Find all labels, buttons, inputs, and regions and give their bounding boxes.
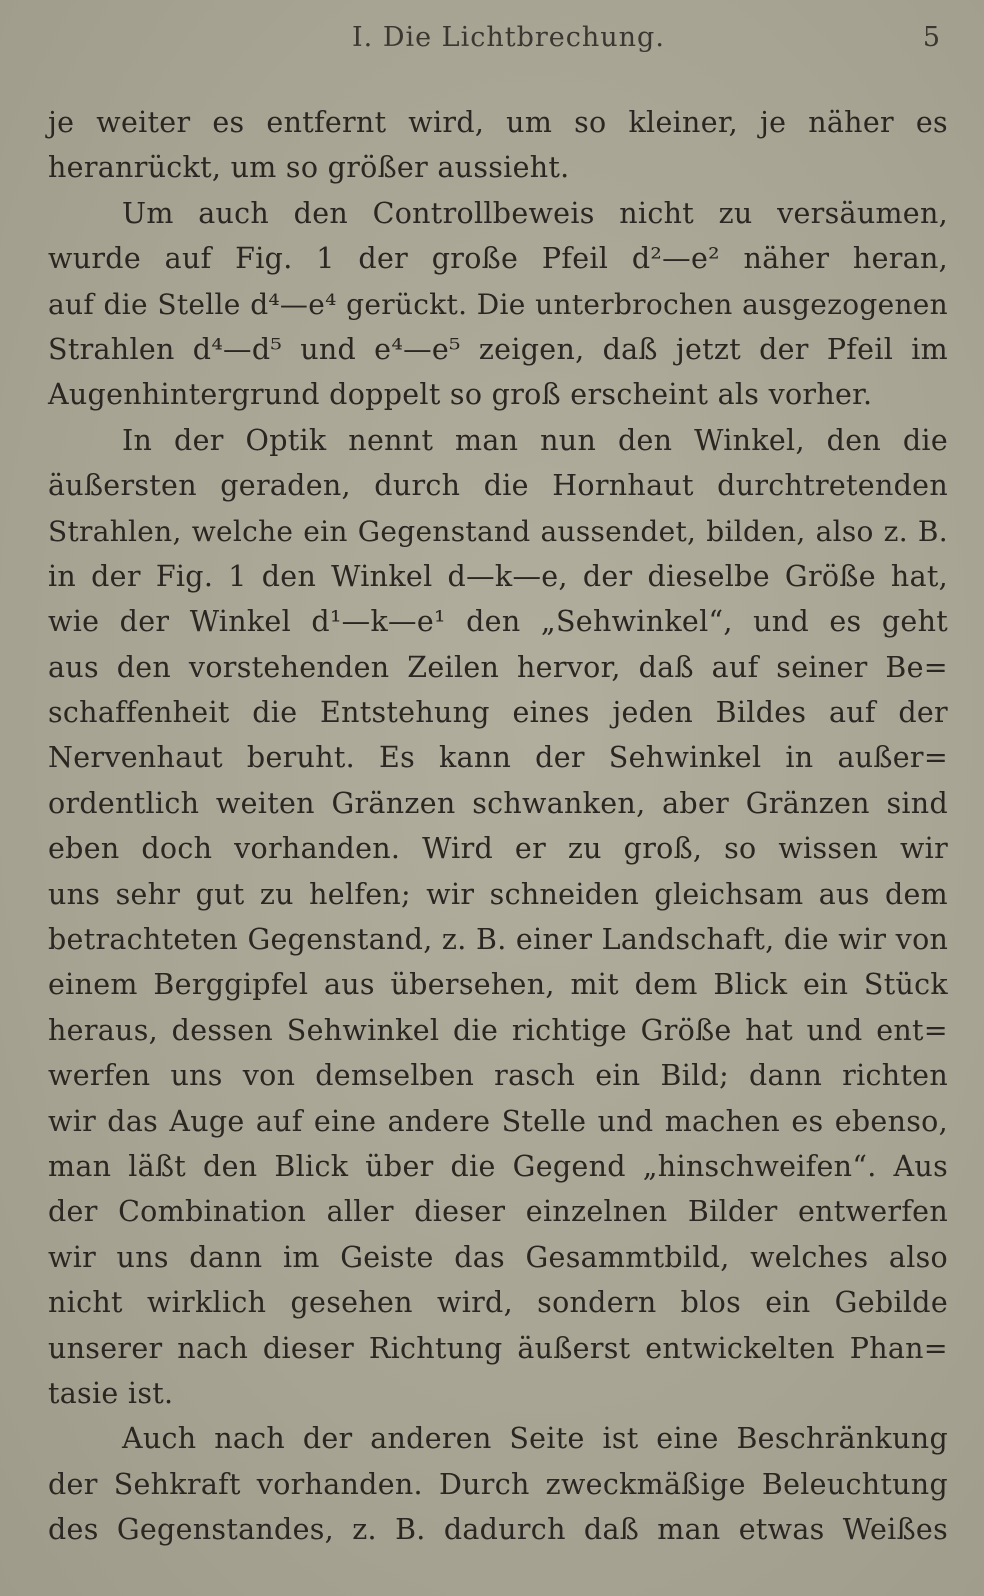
text-line: des Gegenstandes, z. B. dadurch daß man etwas Weißes — [48, 1513, 948, 1547]
text-line: nicht wirklich gesehen wird, sondern blos ein Gebilde — [48, 1286, 948, 1320]
text-line: in der Fig. 1 den Winkel d—k—e, der dieselbe Größe hat, — [48, 559, 948, 593]
text-line: je weiter es entfernt wird, um so kleiner, je näher es — [48, 106, 948, 139]
text-line: werfen uns von demselben rasch ein Bild; dann richten — [48, 1059, 948, 1093]
text-line: Strahlen d⁴—d⁵ und e⁴—e⁵ zeigen, daß jetzt der Pfeil im — [48, 332, 948, 366]
text-line: Auch nach der anderen Seite ist eine Beschränkung — [122, 1422, 948, 1456]
text-line: wurde auf Fig. 1 der große Pfeil d²—e² näher heran, — [48, 242, 948, 276]
body-text — [48, 100, 948, 1553]
text-line: der Sehkraft vorhanden. Durch zweckmäßige Beleuchtung — [48, 1467, 948, 1501]
text-line: ordentlich weiten Gränzen schwanken, aber Gränzen sind — [48, 786, 948, 820]
text-line: Strahlen, welche ein Gegenstand aussendet, bilden, also z. B. — [48, 514, 948, 548]
text-line: Um auch den Controllbeweis nicht zu versäumen, — [122, 196, 948, 230]
text-line: wir das Auge auf eine andere Stelle und machen es ebenso, — [48, 1104, 948, 1138]
text-line: Nervenhaut beruht. Es kann der Sehwinkel in außer= — [48, 741, 948, 775]
text-line: wir uns dann im Geiste das Gesammtbild, welches also — [48, 1240, 948, 1274]
text-line: unserer nach dieser Richtung äußerst entwickelten Phan= — [48, 1331, 948, 1365]
text-line: betrachteten Gegenstand, z. B. einer Landschaft, die wir von — [48, 923, 949, 957]
text-line: uns sehr gut zu helfen; wir schneiden gleichsam aus dem — [48, 877, 948, 911]
running-head: I. Die Lichtbrechung. — [352, 22, 665, 53]
text-line: aus den vorstehenden Zeilen hervor, daß auf seiner Be= — [48, 650, 948, 684]
text-line: äußersten geraden, durch die Hornhaut durchtretenden — [48, 469, 948, 503]
page-header — [0, 22, 984, 66]
text-line: schaffenheit die Entstehung eines jeden Bildes auf der — [48, 696, 948, 730]
text-line: auf die Stelle d⁴—e⁴ gerückt. Die unterbrochen ausgezogenen — [48, 287, 948, 321]
text-line: Augenhintergrund doppelt so groß erscheint als vorher. — [48, 378, 873, 412]
page-number: 5 — [922, 22, 940, 53]
text-line: tasie ist. — [48, 1376, 174, 1410]
text-line: der Combination aller dieser einzelnen Bilder entwerfen — [48, 1195, 948, 1229]
text-line: eben doch vorhanden. Wird er zu groß, so wissen wir — [48, 832, 948, 866]
text-line: heraus, dessen Sehwinkel die richtige Größe hat und ent= — [48, 1013, 948, 1047]
text-line: man läßt den Blick über die Gegend „hinschweifen“. Aus — [48, 1149, 948, 1183]
text-line: wie der Winkel d¹—k—e¹ den „Sehwinkel“, und es geht — [48, 605, 948, 639]
text-line: In der Optik nennt man nun den Winkel, den die — [122, 423, 948, 457]
text-line: einem Berggipfel aus übersehen, mit dem Blick ein Stück — [48, 968, 948, 1002]
text-line: heranrückt, um so größer aussieht. — [48, 151, 570, 185]
